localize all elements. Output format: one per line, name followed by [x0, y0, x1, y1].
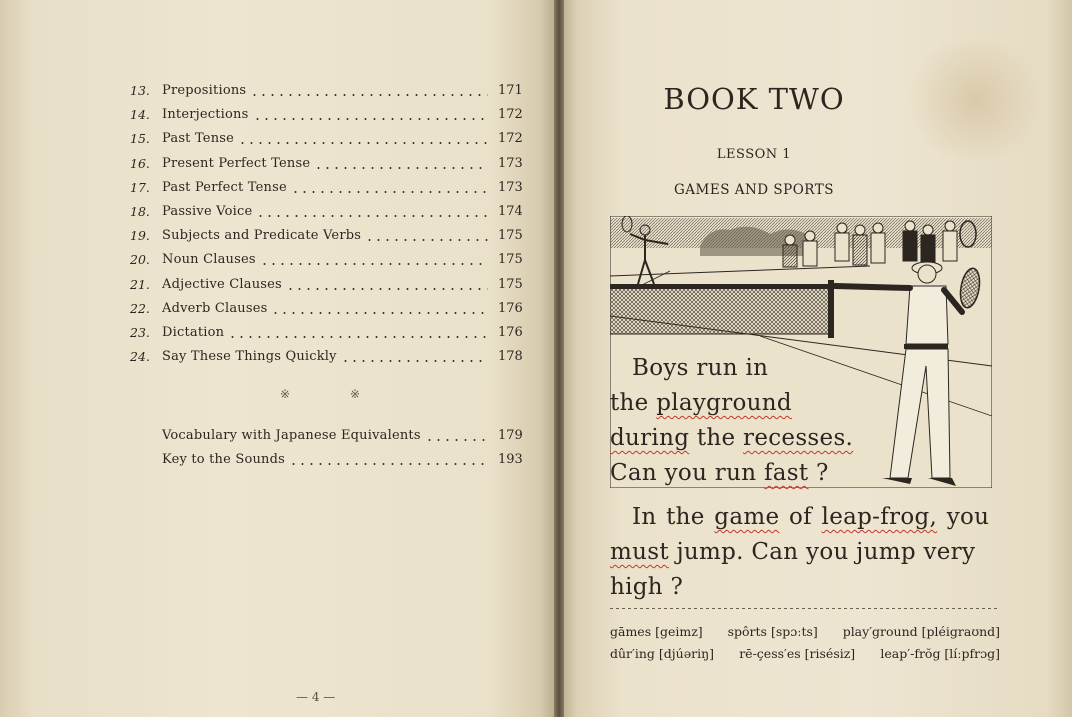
dot-leader — [289, 463, 488, 465]
toc-page: 176 — [498, 324, 523, 340]
toc-number: 15. — [130, 131, 150, 147]
text-span: the — [689, 425, 744, 451]
toc-number: 17. — [130, 179, 150, 195]
pronunciation-entry: gāmes [geimz] — [610, 624, 703, 639]
dot-leader — [425, 439, 488, 441]
pronunciation-entry: spôrts [spɔːts] — [727, 624, 818, 639]
dot-leader — [314, 167, 488, 169]
toc-title: Past Perfect Tense — [162, 179, 287, 195]
toc-title: Adjective Clauses — [162, 276, 282, 292]
toc-page: 172 — [498, 107, 523, 123]
toc-number: 22. — [130, 300, 150, 316]
toc-title: Subjects and Predicate Verbs — [162, 228, 362, 244]
toc-title: Noun Clauses — [162, 252, 256, 268]
toc-entry — [130, 103, 522, 127]
toc-entry — [130, 248, 522, 272]
toc-page: 175 — [498, 228, 523, 244]
toc-entry — [130, 345, 522, 369]
toc-entry — [130, 424, 522, 448]
toc-entry — [130, 127, 522, 151]
toc-number: 24. — [130, 349, 150, 365]
toc-page: 174 — [498, 204, 523, 220]
toc-entry — [130, 448, 522, 472]
text-span: the — [610, 390, 657, 416]
text-span: jump. Can you jump very — [668, 539, 976, 565]
vocab-word: recesses. — [743, 425, 854, 451]
lesson-title: GAMES AND SPORTS — [673, 182, 834, 198]
toc-number: 21. — [130, 276, 150, 292]
reading-line — [610, 386, 853, 421]
dot-leader — [228, 336, 488, 338]
vocab-word: during — [610, 425, 690, 451]
reading-line — [610, 456, 853, 491]
reading-passage-2 — [610, 500, 1000, 605]
dot-leader — [365, 239, 488, 241]
pronunciation-entry: dûr′ing [djúəriŋ] — [610, 646, 714, 661]
reading-line: Boys run in — [632, 355, 769, 381]
book-title: BOOK TWO — [663, 82, 845, 116]
pronunciation-key — [610, 622, 1000, 666]
pronunciation-row — [610, 622, 1000, 644]
toc-title: Interjections — [162, 107, 249, 123]
toc-title: Past Tense — [162, 131, 235, 147]
table-of-contents — [130, 79, 522, 369]
toc-page: 175 — [498, 276, 523, 292]
dot-leader — [256, 215, 488, 217]
toc-page: 173 — [498, 155, 523, 171]
toc-title: Passive Voice — [162, 204, 253, 220]
toc-number: 19. — [130, 228, 150, 244]
toc-entry — [130, 273, 522, 297]
page-number: — 4 — — [296, 690, 336, 704]
toc-title: Say These Things Quickly — [162, 349, 337, 365]
reading-line: high ? — [610, 574, 684, 600]
appendix-contents — [130, 424, 522, 472]
text-span: In the — [632, 504, 715, 530]
section-separator: ※ — [350, 387, 361, 401]
toc-page: 175 — [498, 252, 523, 268]
dot-leader — [238, 142, 488, 144]
toc-title: Prepositions — [162, 83, 247, 99]
toc-page: 171 — [498, 83, 523, 99]
text-span: Can you run — [610, 460, 764, 486]
dot-leader — [260, 263, 488, 265]
toc-title: Adverb Clauses — [162, 300, 268, 316]
dot-leader — [271, 312, 488, 314]
text-span: you — [937, 504, 990, 530]
pronunciation-entry: leap′-frŏg [líːpfrɔg] — [880, 646, 1000, 661]
divider — [610, 608, 1000, 609]
vocab-word: leap-frog, — [821, 504, 938, 530]
vocab-word: must — [610, 539, 669, 565]
vocab-word: game — [714, 504, 780, 530]
reading-line — [610, 500, 1000, 535]
text-span: ? — [808, 460, 829, 486]
pronunciation-row — [610, 644, 1000, 666]
reading-line — [610, 421, 853, 456]
toc-entry — [130, 176, 522, 200]
toc-number: 16. — [130, 155, 150, 171]
dot-leader — [341, 360, 488, 362]
toc-entry — [130, 297, 522, 321]
toc-page: 172 — [498, 131, 523, 147]
toc-page: 173 — [498, 179, 523, 195]
section-separator: ※ — [280, 387, 291, 401]
dot-leader — [286, 288, 488, 290]
pronunciation-entry: play′ground [pléigraʊnd] — [842, 624, 1000, 639]
toc-title: Dictation — [162, 324, 225, 340]
toc-entry — [130, 200, 522, 224]
vocab-word: fast — [763, 460, 809, 486]
vocab-word: playground — [656, 390, 792, 416]
toc-entry — [130, 79, 522, 103]
toc-number: 20. — [130, 252, 150, 268]
toc-number: 13. — [130, 83, 150, 99]
text-span: of — [779, 504, 822, 530]
toc-title: Key to the Sounds — [162, 452, 286, 468]
reading-line — [610, 535, 1000, 570]
toc-number: 18. — [130, 204, 150, 220]
toc-page: 193 — [498, 452, 523, 468]
toc-entry — [130, 152, 522, 176]
toc-page: 179 — [498, 428, 523, 444]
toc-title: Vocabulary with Japanese Equivalents — [162, 428, 421, 444]
toc-number: 14. — [130, 107, 150, 123]
dot-leader — [253, 118, 489, 120]
toc-page: 176 — [498, 300, 523, 316]
pronunciation-entry: rē-çess′es [risésiz] — [739, 646, 856, 661]
toc-page: 178 — [498, 349, 523, 365]
toc-number: 23. — [130, 324, 150, 340]
reading-passage-1 — [610, 351, 853, 491]
dot-leader — [291, 191, 488, 193]
lesson-label: LESSON 1 — [716, 147, 792, 162]
toc-title: Present Perfect Tense — [162, 155, 311, 171]
toc-entry — [130, 224, 522, 248]
toc-entry — [130, 321, 522, 345]
dot-leader — [250, 94, 488, 96]
